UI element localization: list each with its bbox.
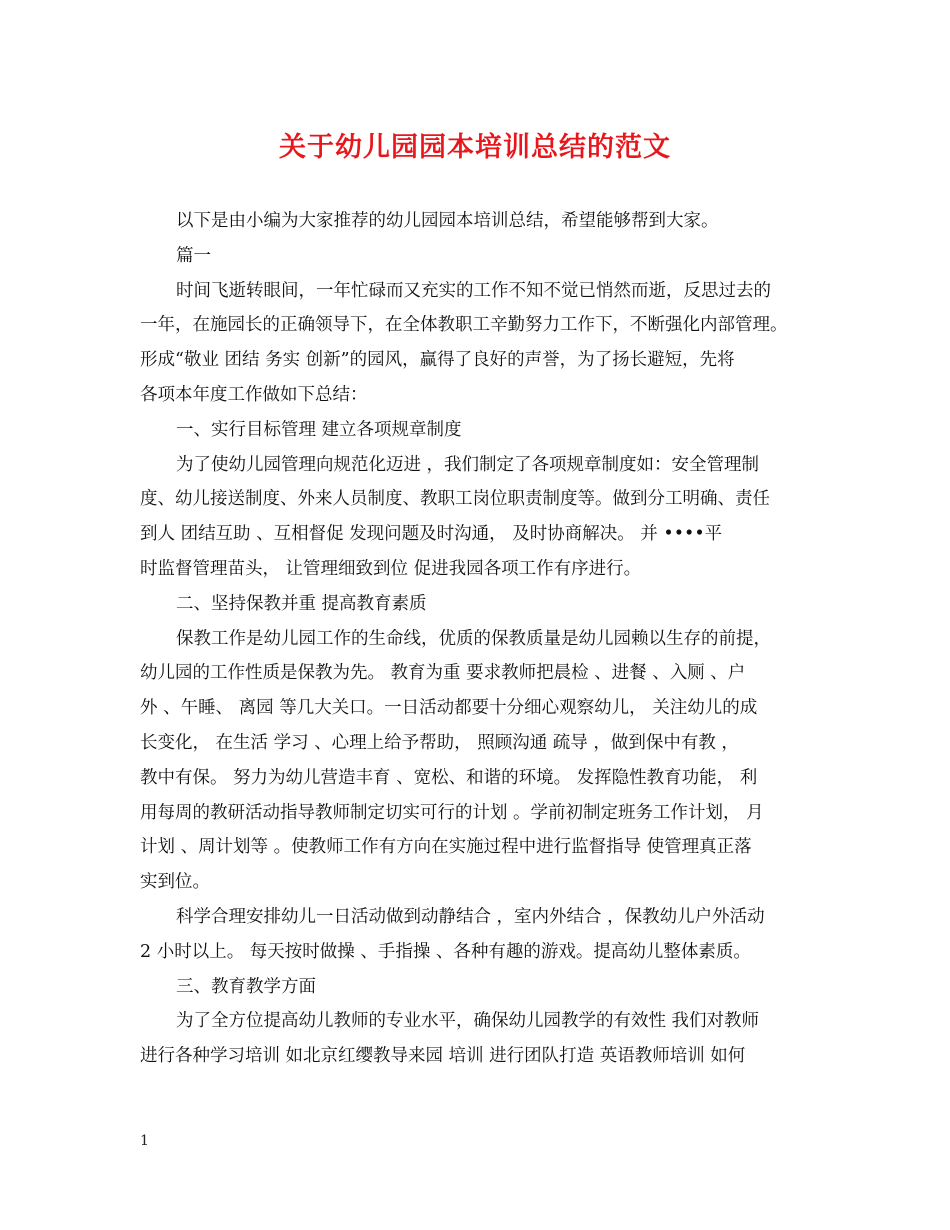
paragraph-line: 为了全方位提高幼儿教师的专业水平，确保幼儿园教学的有效性 我们对教师	[176, 1011, 760, 1032]
paragraph-line: 幼儿园的工作性质是保教为先。 教育为重 要求教师把晨检 、进餐 、入厕 、户	[140, 663, 746, 684]
document-title: 关于幼儿园园本培训总结的范文	[279, 132, 671, 163]
paragraph-line: 外 、午睡、 离园 等几大关口。一日活动都要十分细心观察幼儿， 关注幼儿的成	[140, 698, 758, 719]
paragraph-line: 时间飞逝转眼间，一年忙碌而又充实的工作不知不觉已悄然而逝，反思过去的	[176, 280, 771, 301]
paragraph-line: 到人 团结互助 、互相督促 发现问题及时沟通， 及时协商解决。 并 ••••平	[140, 524, 723, 545]
section-heading: 一、实行目标管理 建立各项规章制度	[176, 419, 462, 440]
paragraph-line: 时监督管理苗头， 让管理细致到位 促进我园各项工作有序进行。	[140, 558, 642, 579]
paragraph-line: 各项本年度工作做如下总结：	[140, 384, 368, 405]
paragraph-line: 度、幼儿接送制度、外来人员制度、教职工岗位职责制度等。做到分工明确、责任	[140, 489, 770, 510]
paragraph-line: 一年，在施园长的正确领导下，在全体教职工辛勤努力工作下，不断强化内部管理。	[140, 315, 788, 336]
paragraph-line: 计划 、周计划等 。使教师工作有方向在实施过程中进行监督指导 使管理真正落	[140, 837, 752, 858]
paragraph-line: 实到位。	[140, 872, 210, 893]
paragraph-line: 形成“敬业 团结 务实 创新”的园风，赢得了良好的声誉，为了扬长避短，先将	[140, 350, 735, 371]
section-heading: 三、教育教学方面	[176, 976, 316, 997]
paragraph-line: 进行各种学习培训 如北京红缨教导来园 培训 进行团队打造 英语教师培训 如何	[140, 1046, 746, 1067]
paragraph-line: 教中有保。 努力为幼儿营造丰育 、宽松、和谐的环境。 发挥隐性教育功能， 利	[140, 767, 758, 788]
paragraph-line: 科学合理安排幼儿一日活动做到动静结合 ，室内外结合 ，保教幼儿户外活动	[176, 906, 765, 927]
paragraph-line: 保教工作是幼儿园工作的生命线，优质的保教质量是幼儿园赖以生存的前提，	[176, 628, 771, 649]
page-number: 1	[140, 1133, 149, 1149]
paragraph-line: 用每周的教研活动指导教师制定切实可行的计划 。学前初制定班务工作计划， 月	[140, 802, 764, 823]
paragraph-line: 篇一	[176, 245, 211, 266]
paragraph-line: 以下是由小编为大家推荐的幼儿园园本培训总结，希望能够帮到大家。	[176, 211, 719, 231]
section-heading: 二、坚持保教并重 提高教育素质	[176, 593, 427, 614]
paragraph-line: 2 小时以上。 每天按时做操 、手指操 、各种有趣的游戏。提高幼儿整体素质。	[140, 941, 751, 962]
document-body	[140, 204, 812, 1074]
paragraph-line: 为了使幼儿园管理向规范化迈进 ，我们制定了各项规章制度如：安全管理制	[176, 454, 760, 475]
paragraph-line: 长变化， 在生活 学习 、心理上给予帮助， 照顾沟通 疏导 ，做到保中有教 ，	[140, 732, 739, 753]
